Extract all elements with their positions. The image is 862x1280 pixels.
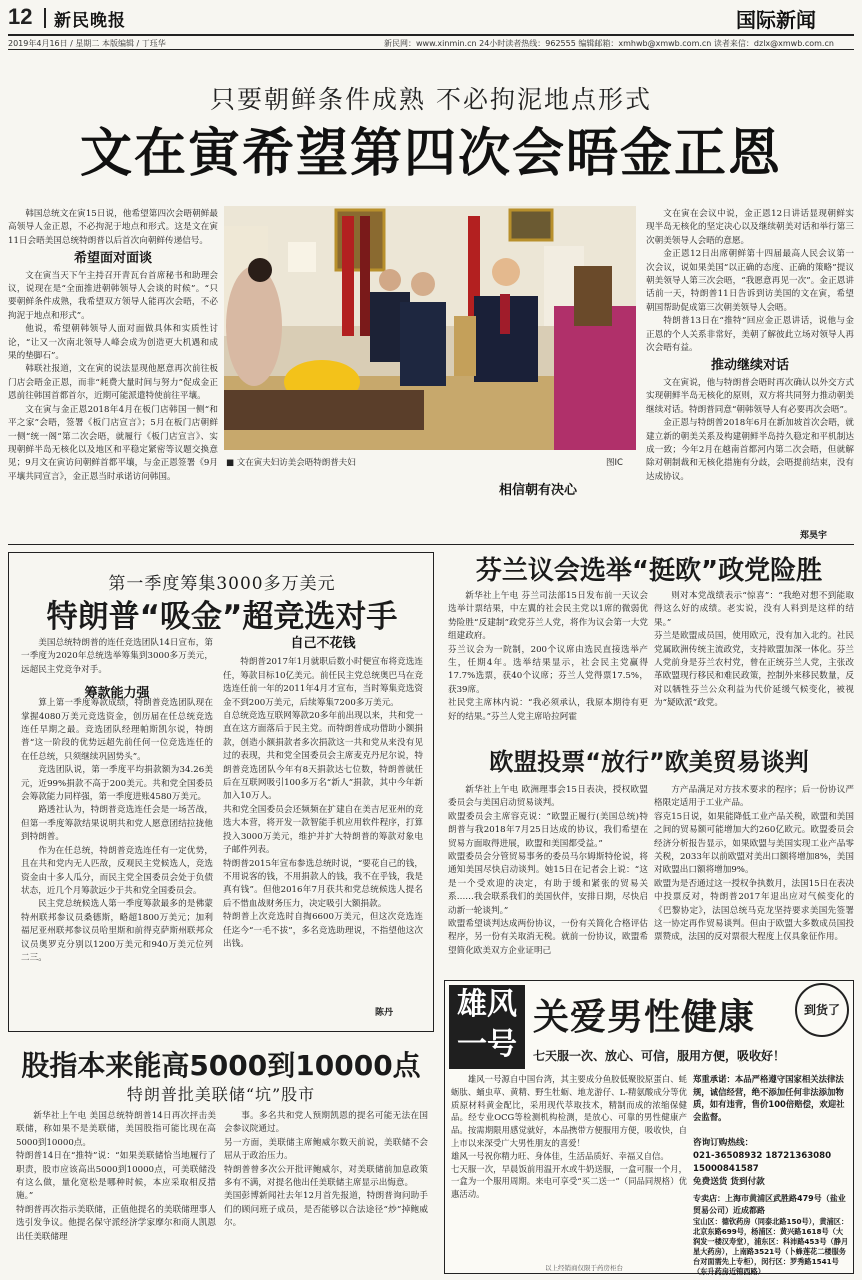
- ad-brand-line2: 一号: [457, 1027, 517, 1062]
- ad-body: 雄风一号源自中国台湾，其主要成分鱼胶低聚胶原蛋白、蚝蛎肽、蛹虫草、黄精、野生牡蛎、地龙游仔、L-精氨酸成分等优质原材料黄金配比，采用现代萃取技术，精制而成的浓缩保健品。经专业OCG等检测机构检测，是放心、可靠的男性健康产品。按需期限用感觉就好，本品携带方便服用方便，吸收快，自上市以来深受广大男性朋友的喜爱！ 雄风一号祝你精力旺、身体佳，生活品质好、幸福又自信。 七天服一次，早晨饭前用温开水或牛奶送服，一盒可服一个月，一盒为一个服用周期。来电可享受“买二送一”（同品同规格）优惠活动。: [451, 1074, 687, 1200]
- oval-office-photo: [224, 206, 636, 450]
- photo-caption: ■ 文在寅夫妇访美会晤特朗普夫妇: [226, 458, 356, 468]
- trump-left-paragraph: 算上第一季度筹款成绩，特朗普竞选团队现在掌握4080万美元竞选资金，创历届在任总统竞选连任早期之最。竞选团队经理帕斯凯尔说，特朗普“这一阶段的优势远超先前任何一位竞选连任的在任总统，只须继续巩固势头”。: [21, 698, 213, 762]
- finland-headline: 芬兰议会选举“挺欧”政党险胜: [475, 556, 823, 586]
- lead-headline: 文在寅希望第四次会晤金正恩: [79, 124, 782, 184]
- ad-hotline-numbers[interactable]: 021-36508932 18721363080: [693, 1151, 832, 1161]
- finland-column-2: 则对本党战绩表示“惊喜”：“我绝对想不到能取得这么好的成绩。老实说，没有人料到是这样的结果。” 芬兰是欧盟成员国，使用欧元，没有加入北约。社民党属欧洲传统主流政党，支持欧盟加深一体化。芬兰人党前身是芬兰农村党，曾在正统芬兰人党，主张改革欧盟现行移民和难民政策，控制外来移民数量，反对以牺牲芬兰公众利益为代价延缓气候变化，被视为“疑欧派”政党。: [654, 591, 854, 709]
- lead-subhead-3: 推动继续对话: [710, 358, 789, 374]
- ad-hotline-label: 咨询订购热线：: [693, 1138, 754, 1148]
- ad-box: [444, 980, 854, 1274]
- section-title: 国际新闻: [736, 8, 816, 32]
- trump-kicker: 第一季度筹集3000多万美元: [108, 574, 336, 594]
- eu-headline: 欧盟投票“放行”欧美贸易谈判: [489, 748, 809, 776]
- ad-payment: 货到付款: [730, 1177, 765, 1187]
- lead-subhead-1: 希望面对面谈: [73, 251, 152, 267]
- lead-photo: [224, 206, 636, 450]
- finland-column-1: 新华社上午电 芬兰司法部15日发布前一天议会选举计票结果，中左翼的社会民主党以1席的微弱优势险胜“反建制”政党芬兰人党，将作为议会第一大党组建政府。 芬兰议会为一院制，200个议席由选民直接选举产生，任期4年。选举结果显示，社会民主党赢得17.7%选票，获40个议席；芬兰人党得票17.5%，获39席。 社民党主席林内说：“我必须承认，我原本期待有更好的结果。”芬兰人党主席哈拉阿霍: [448, 591, 648, 722]
- ad-notice-title: 郑重承诺：: [693, 1074, 735, 1084]
- lead-subhead-2: 相信朝有决心: [498, 483, 577, 498]
- trump-column-1: [21, 637, 213, 1025]
- trump-article-box: [8, 552, 434, 1032]
- ad-notice-text: 本品严格遵守国家相关法律法规，诚信经营，绝不添加任何非法添加物质，如有违背，售价100倍赔偿，欢迎社会监督。: [693, 1074, 845, 1122]
- lead-column-2: [226, 474, 636, 538]
- ad-brand-line1: 雄风: [457, 987, 517, 1022]
- ad-notice: [693, 1073, 849, 1123]
- stocks-headline: 股指本来能高5000到10000点: [21, 1049, 421, 1082]
- photo-credit: 图IC: [606, 458, 623, 468]
- trump-left-paragraph: 作为在任总统，特朗普竞选连任有一定优势，且在共和党内无人匹敌，反观民主党候选人，竞选资金由十多人瓜分，而民主党全国委员会处于负债状态，近几个月筹款远少于共和党全国委员会。: [21, 845, 213, 896]
- stocks-kicker: 特朗普批美联储“坑”股市: [126, 1085, 316, 1104]
- lead-column-3: 文在寅在会议中说，金正恩12日讲话显现朝鲜实现半岛无核化的坚定决心以及继续朝美对话和举行第三次朝美领导人会晤的意愿。 金正恩12日出席朝鲜第十四届最高人民会议第一次会议，说如果美国“以正确的态度、正确的策略”提议朝美领导人第三次会晤，“我愿意再见一次”。金正恩讲话前一天，特朗普11日告诉到访美国的文在寅，希望朝国帮助促成第三次朝美领导人会晤。 特朗普13日在“推特”回应金正恩讲话，说他与金正恩的个人关系非常好，美朝了解彼此立场对领导人再次会晤有益。 推动继续对话 文在寅说，他与特朗普会晤时再次确认以外交方式实现朝鲜半岛无核化的原则，双方将共同努力推动朝美继续对话。特朗普同意“朝韩领导人有必要再次会晤”。 金正恩与特朗普2018年6月在新加坡首次会晤，就建立新的朝美关系及构建朝鲜半岛持久稳定和平机制达成一致；今年2月在越南首都河内第二次会晤，但就解除对朝制裁和无核化措施有分歧，会晤提前结束，没有达成协议。: [646, 209, 854, 482]
- info-line: 2019年4月16日 / 星期二 本版编辑 / 丁珏华: [8, 39, 166, 48]
- ad-title: 关爱男性健康: [533, 997, 756, 1038]
- eu-column-1: 新华社上午电 欧洲理事会15日表决，授权欧盟委员会与美国启动贸易谈判。 欧盟委员会主席容克说：“欧盟正履行(美国总统)特朗普与我2018年7月25日达成的协议，我们希望在贸易方面取得进展，欧盟和美国都受益。” 欧盟委员会分管贸易事务的委员马尔姆斯特伦说，将通知美国尽快启动谈判。她15日在记者会上说：“这是一个受欢迎的决定，有助于缓和紧张的贸易关系……我会联系我们的美国伙伴，安排日期，尽快启动新一轮谈判。” 欧盟希望谈判达成两份协议，一份有关简化合格评估程序，另一份有关取消无税。就前一份协议，欧盟希望简化欧美双方企业证明己: [448, 785, 648, 956]
- trump-left-paragraph: 美国总统特朗普的连任竞选团队14日宣布，第一季度为2020年总统选举筹集到3000多万美元，远超民主党竞争对手。: [21, 638, 213, 675]
- lead-column-1: 韩国总统文在寅15日说，他希望第四次会晤朝鲜最高领导人金正恩，不必拘泥于地点和形式。这是文在寅11日会晤美国总统特朗普以后首次向朝鲜传递信号。 希望面对面谈 文在寅当天下午主持召开青瓦台首席秘书和助理会议，说现在是“全面推进朝韩领导人会谈的时候”。“只要朝鲜条件成熟，我希望双方领导人能再次会晤，不必拘泥于地点和形式”。 他说，希望朝韩领导人面对面做具体和实质性讨论，“让又一次南北领导人峰会成为创造更大机遇和成果的垫脚石”。 韩联社报道，文在寅的说法显现他愿意再次前往板门店会晤金正恩，而非“耗费大量时间与努力”促成金正恩前往韩国首都首尔，近期可能派遣特使前往平壤。 文在寅与金正恩2018年4月在板门店韩国一侧“和平之家”会晤，签署《板门店宣言》；5月在板门店朝鲜一侧“统一阁”第二次会晤，就履行《板门店宣言》、实现朝鲜半岛无核化以及地区和平稳定紧密等议题交换意见；9月文在寅访问朝鲜首都平壤，与金正恩签署《9月平壤共同宣言》，金正恩当时承诺访问韩国。: [8, 209, 218, 482]
- stocks-column-2: 事。多名共和党人预期凯恩的提名可能无法在国会参议院通过。 另一方面，美联储主席鲍威尔数天前说，美联储不会屈从于政治压力。 特朗普曾多次公开批评鲍威尔，对美联储前加息政策多有不满，对提名他出任美联储主席显示出悔意。 美国彭博新闻社去年12月首先报道，特朗普询问助手们的顾问班子成员，是否能够以合法途径“炒”掉鲍威尔。: [224, 1111, 428, 1229]
- ad-footer-note: 以上经销商仅限于药房柜台: [545, 1264, 623, 1272]
- paper-name: 新民晚报: [54, 11, 126, 31]
- ad-hotline-number-2[interactable]: 15000841587: [693, 1164, 759, 1174]
- masthead: [0, 0, 862, 48]
- page-number: 12: [8, 4, 33, 29]
- trump-subhead-2: 自己不花钱: [290, 636, 356, 651]
- ad-address: 专卖店：上海市黄浦区武胜路479号（盐业贸易公司）近成都路: [693, 1194, 846, 1215]
- trump-byline: 陈丹: [373, 1005, 395, 1018]
- ad-slogan: 七天服一次、放心、可信，服用方便，吸收好！: [533, 1049, 786, 1063]
- trump-left-paragraph: 竞选团队说，第一季度平均捐款额为34.26美元，近99%捐款不高于200美元。共和党全国委员会筹款能力同样强，第一季度进账4580万美元。: [21, 765, 213, 803]
- ad-badge: 到货了: [795, 983, 849, 1037]
- trump-left-paragraph: 路透社认为，特朗普竞选连任会是一场苦战，但第一季度筹款结果说明共和党人愿意团结拉拢他到特朗普。: [21, 805, 213, 843]
- ad-hotline: [693, 1137, 849, 1189]
- ad-stores: 宝山区：德钦药房（同泰北路150号），黄浦区：北京东路699号，杨浦区：黄兴路1618号（大润发一楼汉寿堂），浦东区：科沛路453号（静月星大药房），上南路3521号（卜蜂莲花二楼服务台对面需先上专柜），闵行区：罗秀路1541号（东升药房近锦西路）: [693, 1217, 849, 1276]
- trump-subhead-1: 筹款能力强: [84, 686, 150, 701]
- ad-delivery: 免费送货: [693, 1177, 728, 1187]
- eu-column-2: 方产品满足对方技术要求的程序；后一份协议严格限定适用于工业产品。 容克15日说，如果能降低工业产品关税，欧盟和美国之间的贸易额可能增加大约260亿欧元。欧盟委员会经济分析报告显示，如果欧盟与美国实现工业产品零关税，2033年以前欧盟对美出口额将增加8%，美国对欧盟出口额将增加9%。 欧盟为是否通过这一授权争执数月，法国15日在表决中投票反对，特朗普2017年退出应对气候变化的《巴黎协定》，法国总统马克龙坚持要求美国先签署这一协定再作贸易谈判。但由于欧盟大多数成员国投票赞成，法国的反对票很大程度上仅具象征作用。: [654, 785, 854, 943]
- stocks-column-1: 新华社上午电 美国总统特朗普14日再次抨击美联储，称如果不是美联储，美国股指可能比现在高5000到10000点。 特朗普14日在“推特”说：“如果美联储恰当地履行了职责，股市应该高出5000到10000点，可美联储没有这么做，量化宽松是哪种时候，本应采取相反措施。” 特朗普再次指示美联储，正值他提名的美联储理事人选引发争议。他提名保守派经济学家摩尔和商人凯恩出任美联储理: [16, 1111, 216, 1242]
- trump-column-2: [223, 637, 423, 1025]
- trump-right-text: 特朗普2017年1月就职后数小时便宣布将竞选连任，筹款目标10亿美元。前任民主党总统奥巴马在竞选连任前一年的2011年4月才宣布，当时筹集竞选资金不到200万美元，后续筹集7200多万美元。 自总统竞选互联网筹款20多年前出现以来，共和党一直在这方面落后于民主党。而特朗普成功借助小额捐款，创造小额捐款者多次捐款这一共和党从来没有见过的表现，共和党全国委员会主席麦克丹尼尔说，特朗普竞选团队今年有8天捐款达七位数，特朗普就任后在互联网吸引100多万名“新人”捐款，其中今年新加入10万人。 共和党全国委员会还频频在扩建自在美吉尼亚州的竞选大本营，将开发一款智能手机应用软件程序，打算投入3000万美元，维护并扩大特朗普的筹款对象电子邮件列表。 特朗普2015年宣布参选总统时说，“要花自己的钱，不用说客的钱，不用捐款人的钱，我不在乎钱，我是真有钱”。但他2016年7月获共和党总统候选人提名后不惜血战财务压力，决定吸引大额捐款。 特朗普上次竞选时自掏6600万美元，但这次竞选连任迄今“一毛不拔”，多名竞选助理说，不指望他这次出钱。: [223, 657, 423, 949]
- lead-byline: 郑昊宇: [800, 531, 828, 541]
- trump-left-paragraph: 民主党总统候选人第一季度筹款最多的是佛蒙特州联邦参议员桑德斯，略超1800万美元；加利福尼亚州联邦参议员哈里斯和前得克萨斯州联邦众议员奥罗克分别以1200万美元和940万美元位列二三。: [21, 899, 213, 963]
- lead-kicker: 只要朝鲜条件成熟 不必拘泥地点形式: [210, 85, 652, 114]
- ad-brand: [449, 985, 525, 1069]
- contact-line: 新民网：www.xinmin.cn 24小时读者热线：962555 编辑邮箱：xmhwb@xmwb.com.cn 读者来信：dzlx@xmwb.com.cn: [384, 39, 834, 48]
- trump-headline: 特朗普“吸金”超竞选对手: [46, 599, 398, 635]
